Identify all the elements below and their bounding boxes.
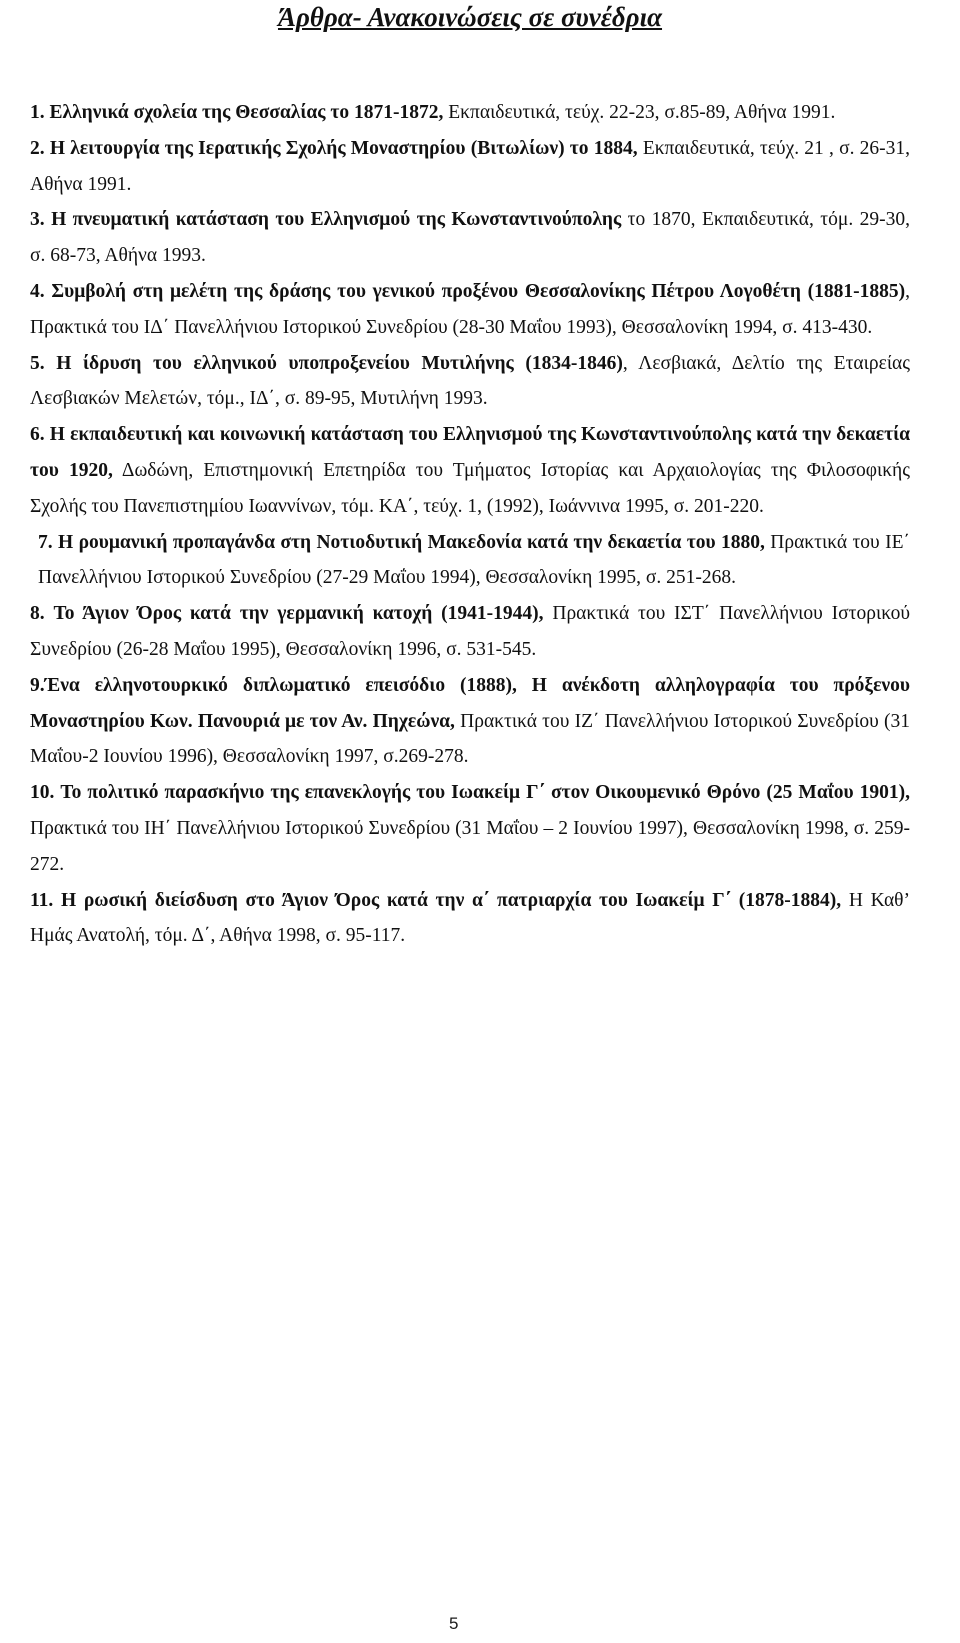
entry-number: 4. xyxy=(30,280,45,302)
list-item xyxy=(30,274,910,346)
entry-title: Το πολιτικό παρασκήνιο της επανεκλογής του Ιωακείμ Γ΄ στον Οικουμενικό Θρόνο (25 Μαΐου 1901), xyxy=(60,782,910,804)
page-heading: Άρθρα- Ανακοινώσεις σε συνέδρια xyxy=(277,2,663,32)
list-item xyxy=(30,525,910,597)
entry-number: 5. xyxy=(30,352,45,374)
entry-title: Η εκπαιδευτική και κοινωνική κατάσταση του Ελληνισμού της Κωνσταντινούπολης κατά την δεκαετία του 1920, xyxy=(30,424,910,481)
list-item xyxy=(30,202,910,274)
entry-title: Το Άγιον Όρος κατά την γερμανική κατοχή (1941-1944), xyxy=(53,603,544,625)
entry-title: Συμβολή στη μελέτη της δράσης του γενικού προξένου Θεσσαλονίκης Πέτρου Λογοθέτη (1881-1885) xyxy=(51,280,906,302)
list-item xyxy=(30,596,910,668)
entry-details: Πρακτικά του ΙΣΤ΄ Πανελλήνιου Ιστορικού Συνεδρίου (26-28 Μαΐου 1995), Θεσσαλονίκη 1996, σ. 531-545. xyxy=(30,603,911,660)
entry-details: το 1870, Εκπαιδευτικά, τόμ. 29-30, σ. 68-73, Αθήνα 1993. xyxy=(30,209,911,267)
list-item xyxy=(30,775,910,882)
entry-title: Ελληνικά σχολεία της Θεσσαλίας το 1871-1872, xyxy=(49,102,444,123)
entry-details: Δωδώνη, Επιστημονική Επετηρίδα του Τμήματος Ιστορίας και Αρχαιολογίας της Φιλοσοφικής Σχολής του Πανεπιστημίου Ιωαννίνων, τόμ. ΚΑ΄, τεύχ. 1, (1992), Ιωάννινα 1995, σ. 201-220. xyxy=(30,459,910,517)
list-item xyxy=(30,95,910,131)
entry-number: 8. xyxy=(30,603,45,625)
entry-title: Η ίδρυση του ελληνικού υποπροξενείου Μυτιλήνης (1834-1846) xyxy=(56,352,623,374)
list-item xyxy=(30,346,910,418)
entry-details: , Πρακτικά του ΙΔ΄ Πανελλήνιου Ιστορικού Συνεδρίου (28-30 Μαΐου 1993), Θεσσαλονίκη 1994, σ. 413-430. xyxy=(30,280,911,338)
entry-number: 2. xyxy=(30,137,45,159)
entry-title: Η λειτουργία της Ιερατικής Σχολής Μοναστηρίου (Βιτωλίων) το 1884, xyxy=(49,137,638,159)
entry-number: 11. xyxy=(30,889,54,911)
entry-number: 9. xyxy=(30,674,45,696)
entry-details: Εκπαιδευτικά, τεύχ. 21 , σ. 26-31, Αθήνα 1991. xyxy=(30,137,911,195)
entry-details: Πρακτικά του ΙΗ΄ Πανελλήνιου Ιστορικού Συνεδρίου (31 Μαΐου – 2 Ιουνίου 1997), Θεσσαλονίκη 1998, σ. 259-272. xyxy=(30,817,910,875)
entry-number: 1. xyxy=(30,102,45,123)
document-page xyxy=(30,0,910,954)
entry-title: Η πνευματική κατάσταση του Ελληνισμού της Κωνσταντινούπολης xyxy=(51,209,622,231)
entry-number: 3. xyxy=(30,209,45,231)
entry-details: Η Καθ’ Ημάς Ανατολή, τόμ. Δ΄, Αθήνα 1998, σ. 95-117. xyxy=(30,889,911,947)
entry-title: Η ρωσική διείσδυση στο Άγιον Όρος κατά την α΄ πατριαρχία του Ιωακείμ Γ΄ (1878-1884), xyxy=(61,889,842,911)
publication-list xyxy=(30,95,910,954)
entry-number: 10. xyxy=(30,782,55,804)
list-item xyxy=(30,668,910,775)
list-item xyxy=(30,417,910,524)
page-number: 5 xyxy=(449,1614,459,1633)
list-item xyxy=(30,131,910,203)
entry-number: 6. xyxy=(30,424,45,446)
entry-title: Ένα ελληνοτουρκικό διπλωματικό επεισόδιο (1888), Η ανέκδοτη αλληλογραφία του πρόξενου Μοναστηρίου Κων. Πανουριά με τον Αν. Πηχεώνα, xyxy=(30,674,910,732)
entry-details: Πρακτικά του ΙΖ΄ Πανελλήνιου Ιστορικού Συνεδρίου (31 Μαΐου-2 Ιουνίου 1996), Θεσσαλονίκη 1997, σ.269-278. xyxy=(30,710,910,768)
entry-title: Η ρουμανική προπαγάνδα στη Νοτιοδυτική Μακεδονία κατά την δεκαετία του 1880, xyxy=(58,531,765,553)
entry-details: , Λεσβιακά, Δελτίο της Εταιρείας Λεσβιακών Μελετών, τόμ., ΙΔ΄, σ. 89-95, Μυτιλήνη 1993. xyxy=(30,352,910,410)
list-item xyxy=(30,883,910,955)
entry-number: 7. xyxy=(38,531,53,553)
entry-details: Πρακτικά του ΙΕ΄ Πανελλήνιου Ιστορικού Συνεδρίου (27-29 Μαΐου 1994), Θεσσαλονίκη 1995, σ. 251-268. xyxy=(38,531,911,589)
entry-details: Εκπαιδευτικά, τεύχ. 22-23, σ.85-89, Αθήνα 1991. xyxy=(448,102,836,123)
